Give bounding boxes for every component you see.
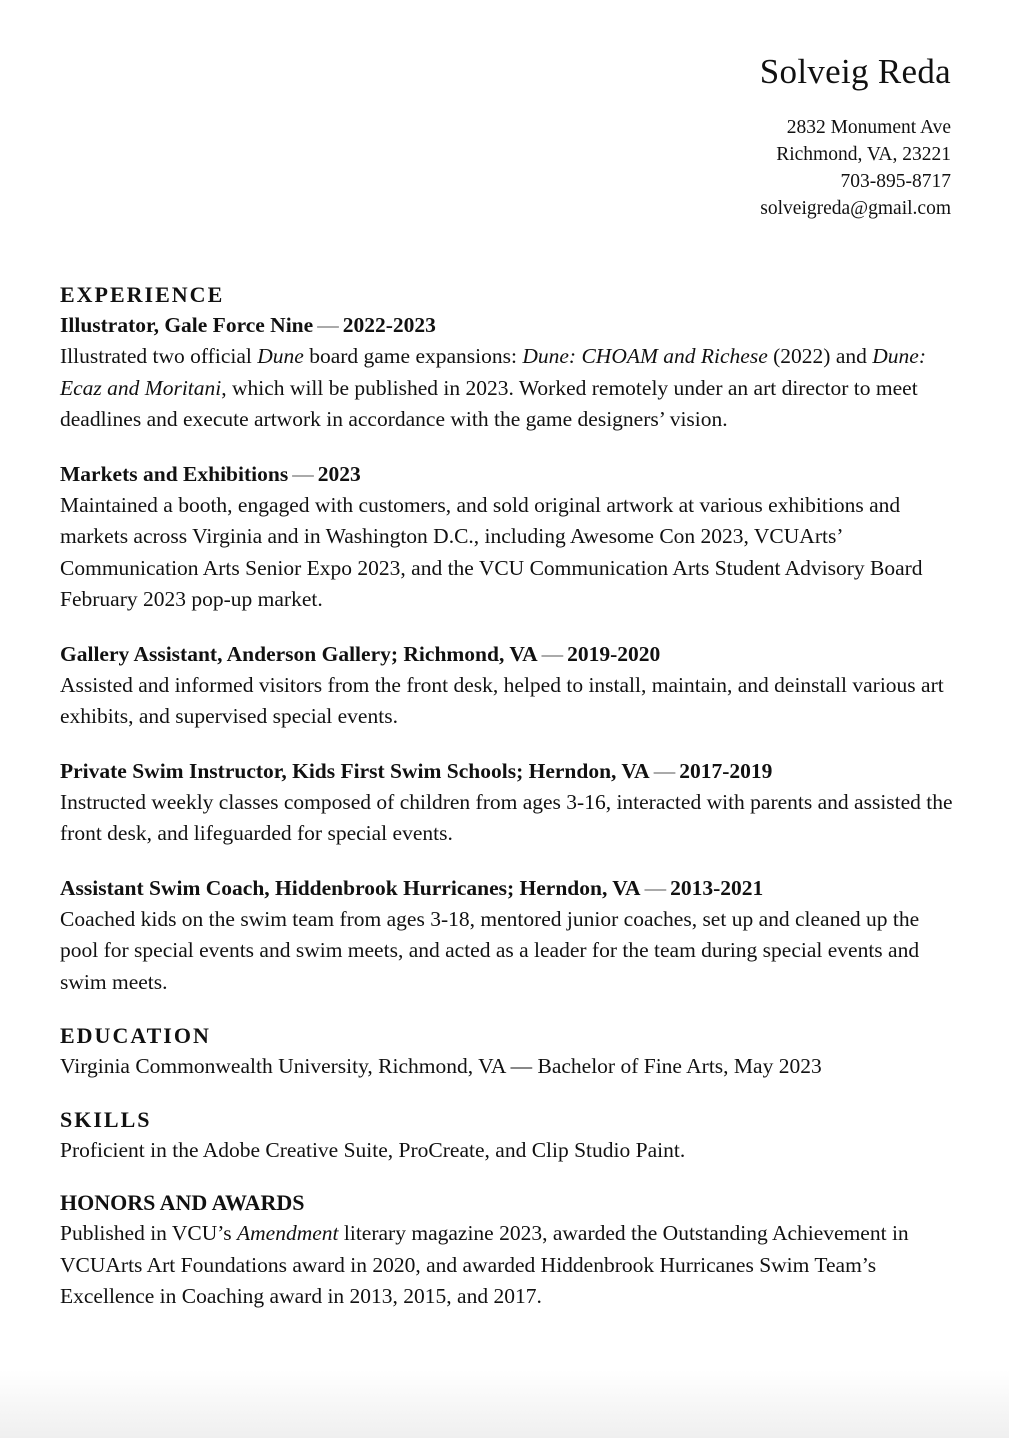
education-section (60, 1021, 960, 1083)
skills-section (60, 1105, 960, 1167)
job-dates: 2022-2023 (342, 313, 436, 337)
job-role: Markets and Exhibitions (60, 461, 289, 486)
honors-section (60, 1188, 960, 1313)
job-description (60, 341, 960, 436)
job-role: Gallery Assistant, Anderson Gallery; Richmond, VA (60, 641, 538, 666)
job-description: Maintained a booth, engaged with customers, and sold original artwork at various exhibitions and markets across Virginia and in Washington D.C., including Awesome Con 2023, VCUArts’ Communication Arts Senior Expo 2023, and the VCU Communication Arts Student Advisory Board February 2023 pop-up market. (60, 492, 923, 611)
phone-number: 703-895-8717 (840, 171, 951, 192)
job-description: Instructed weekly classes composed of children from ages 3-16, interacted with parents and assisted the front desk, and lifeguarded for special events. (60, 789, 953, 845)
job-entry (60, 310, 960, 436)
separator: — (653, 758, 676, 783)
job-entry (60, 873, 960, 999)
italic-title: Dune: CHOAM and Richese (522, 344, 768, 368)
section-title-skills: SKILLS (60, 1106, 152, 1132)
job-description: Coached kids on the swim team from ages 3-18, mentored junior coaches, set up and cleaned up the pool for special events and swim meets, and acted as a leader for the team during special events and swim meets. (60, 906, 920, 994)
text: Published in VCU’s (60, 1221, 238, 1245)
job-description: Assisted and informed visitors from the front desk, helped to install, maintain, and deinstall various art exhibits, and supervised special events. (60, 672, 944, 728)
applicant-name: Solveig Reda (759, 52, 951, 91)
job-heading (60, 459, 960, 490)
job-heading (60, 873, 960, 904)
text: (2022) and (767, 344, 873, 368)
email-address: solveigreda@gmail.com (760, 198, 951, 219)
skills-text: Proficient in the Adobe Creative Suite, ProCreate, and Clip Studio Paint. (60, 1137, 686, 1162)
honors-text (60, 1218, 960, 1313)
italic-title: Dune: Ecaz and Moritani (60, 344, 926, 400)
text: , which will be published in 2023. Worked remotely under an art director to meet deadlines and execute artwork in accordance with the game designers’ vision. (60, 375, 918, 431)
job-role: Illustrator, Gale Force Nine (60, 313, 314, 337)
separator: — (317, 313, 339, 337)
section-title-education: EDUCATION (60, 1023, 211, 1048)
job-heading (60, 310, 960, 341)
italic-title: Amendment (237, 1221, 339, 1245)
text: Illustrated two official (60, 344, 258, 368)
job-heading (60, 756, 960, 787)
contact-info (760, 114, 951, 222)
job-role: Assistant Swim Coach, Hiddenbrook Hurricanes; Herndon, VA (60, 875, 641, 900)
job-entry (60, 639, 960, 733)
job-entry (60, 756, 960, 850)
job-dates: 2017-2019 (679, 758, 773, 783)
section-title-experience: EXPERIENCE (60, 282, 225, 307)
education-text: Virginia Commonwealth University, Richmond, VA — Bachelor of Fine Arts, May 2023 (60, 1054, 822, 1078)
section-title-honors: HONORS AND AWARDS (60, 1190, 305, 1215)
separator: — (644, 875, 667, 900)
job-heading (60, 639, 960, 670)
separator: — (292, 461, 314, 486)
resume-body (60, 280, 960, 1335)
address-line-1: 2832 Monument Ave (786, 117, 951, 138)
separator: — (541, 641, 564, 666)
italic-title: Dune (257, 344, 304, 368)
experience-section (60, 280, 960, 998)
job-role: Private Swim Instructor, Kids First Swim Schools; Herndon, VA (60, 758, 650, 783)
resume-header (760, 50, 951, 222)
job-entry (60, 459, 960, 616)
text: literary magazine 2023, awarded the Outstanding Achievement in VCUArts Art Foundations award in 2020, and awarded Hiddenbrook Hurricanes Swim Team’s Excellence in Coaching award in 2013, 2015, and 2017. (60, 1221, 909, 1308)
address-line-2: Richmond, VA, 23221 (776, 144, 951, 165)
job-dates: 2013-2021 (670, 875, 764, 900)
job-dates: 2023 (317, 461, 361, 486)
job-dates: 2019-2020 (567, 641, 661, 666)
text: board game expansions: (303, 344, 523, 368)
